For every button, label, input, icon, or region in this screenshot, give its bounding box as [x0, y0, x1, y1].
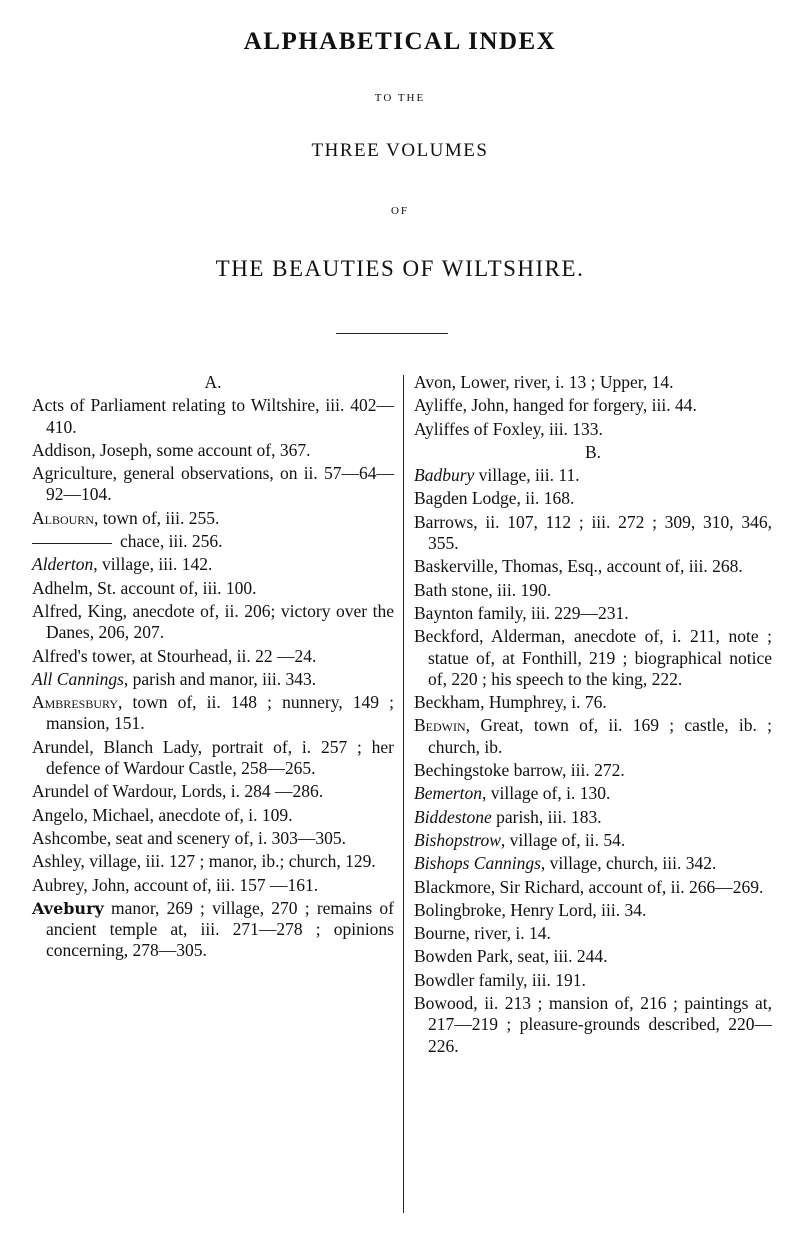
entry-text: manor, 269 ; village, 270 ; remains of ancient temple at, iii. 271—278 ; opinions concerning, 278—305. [46, 897, 394, 961]
subtitle-of: OF [390, 205, 410, 217]
entry-text: chace, iii. 256. [120, 531, 223, 552]
index-entry [414, 853, 772, 874]
index-entry: Bagden Lodge, ii. 168. [414, 488, 575, 509]
right-column [414, 372, 772, 1059]
index-entry: Bourne, river, i. 14. [414, 923, 551, 944]
index-entry [414, 830, 772, 851]
index-entry: Avon, Lower, river, i. 13 ; Upper, 14. [414, 372, 674, 392]
index-entry: Bowden Park, seat, iii. 244. [414, 946, 608, 967]
entry-name: Bishopstrow [414, 829, 501, 850]
entry-name: Bemerton [414, 783, 483, 804]
entry-text: , parish and manor, iii. 343. [123, 668, 317, 689]
index-entry: Addison, Joseph, some account of, 367. [32, 439, 311, 460]
subtitle-three-volumes: THREE VOLUMES [311, 140, 489, 161]
index-entry [414, 465, 772, 486]
entry-name: Badbury [414, 465, 475, 486]
index-entry: Angelo, Michael, anecdote of, i. 109. [32, 804, 293, 825]
index-entry: Baskerville, Thomas, Esq., account of, iii. 268. [414, 556, 743, 577]
book-title: THE BEAUTIES OF WILTSHIRE. [215, 256, 585, 281]
index-entry: Barrows, ii. 107, 112 ; iii. 272 ; 309, 310, 346, 355. [414, 511, 772, 554]
index-entry [32, 531, 394, 552]
section-letter-b: B. [584, 441, 602, 462]
index-title: ALPHABETICAL INDEX [243, 28, 557, 55]
entry-name: Biddestone [414, 806, 492, 827]
entry-text: , village of, i. 130. [482, 783, 611, 804]
index-entry: Ayliffe, John, hanged for forgery, iii. 44. [414, 395, 697, 416]
index-entry: Bowood, ii. 213 ; mansion of, 216 ; paintings at, 217—219 ; pleasure-grounds described, 220—226. [414, 993, 772, 1056]
index-entry: Acts of Parliament relating to Wiltshire, iii. 402—410. [32, 395, 394, 437]
entry-text: village, iii. 11. [474, 465, 580, 486]
index-entry: Aubrey, John, account of, iii. 157 —161. [32, 874, 319, 895]
left-column [32, 372, 394, 964]
index-entry: Agriculture, general observations, on ii. 57—64—92—104. [32, 463, 394, 505]
column-divider [403, 375, 404, 1213]
entry-name: Albourn [32, 507, 94, 528]
index-entry: Bowdler family, iii. 191. [414, 969, 586, 990]
entry-name: Ambresbury [32, 692, 118, 713]
entry-text: , town of, iii. 255. [93, 507, 220, 528]
index-entry: Bath stone, iii. 190. [414, 579, 552, 600]
index-entry: Adhelm, St. account of, iii. 100. [32, 577, 257, 598]
index-entry: Bolingbroke, Henry Lord, iii. 34. [414, 899, 647, 920]
entry-name: Bedwin [414, 715, 466, 736]
entry-name: Alderton [32, 554, 94, 575]
entry-name: All Cannings [32, 668, 124, 689]
index-entry [414, 715, 772, 758]
index-entry [32, 898, 394, 962]
index-entry: Arundel of Wardour, Lords, i. 284 —286. [32, 781, 324, 802]
index-entry [32, 669, 394, 690]
index-entry: Alfred, King, anecdote of, ii. 206; victory over the Danes, 206, 207. [32, 600, 394, 643]
subtitle-to-the: TO THE [374, 92, 426, 104]
index-entry [414, 783, 772, 804]
entry-text: , village, church, iii. 342. [540, 853, 717, 874]
index-entry: Blackmore, Sir Richard, account of, ii. 266—269. [414, 876, 764, 897]
entry-text: parish, iii. 183. [491, 806, 602, 827]
entry-name: Bishops Cannings [414, 853, 541, 874]
entry-text: , village of, ii. 54. [500, 829, 626, 850]
index-entry [414, 807, 772, 828]
index-entry: Beckford, Alderman, anecdote of, i. 211, note ; statue of, at Fonthill, 219 ; biographical notice of, 220 ; his speech to the king, 222. [414, 626, 772, 689]
entry-text: , village, iii. 142. [93, 554, 213, 575]
title-rule [336, 333, 448, 334]
entry-text: , Great, town of, ii. 169 ; castle, ib. ; church, ib. [428, 715, 772, 757]
index-entry [32, 692, 394, 735]
index-entry: Ashcombe, seat and scenery of, i. 303—305. [32, 827, 346, 848]
entry-text: , town of, ii. 148 ; nunnery, 149 ; mansion, 151. [46, 692, 394, 734]
entry-name: Avebury [32, 898, 104, 918]
index-entry: Ashley, village, iii. 127 ; manor, ib.; church, 129. [32, 851, 376, 872]
index-entry: Arundel, Blanch Lady, portrait of, i. 257 ; her defence of Wardour Castle, 258—265. [32, 736, 394, 779]
index-entry [32, 554, 394, 575]
index-entry [32, 508, 394, 529]
ditto-dash [32, 543, 112, 544]
index-entry: Bechingstoke barrow, iii. 272. [414, 760, 625, 781]
index-entry: Alfred's tower, at Stourhead, ii. 22 —24. [32, 645, 317, 666]
index-entry: Beckham, Humphrey, i. 76. [414, 692, 607, 713]
index-entry: Ayliffes of Foxley, iii. 133. [414, 418, 603, 439]
section-letter-a: A. [204, 372, 222, 392]
index-entry: Baynton family, iii. 229—231. [414, 602, 629, 623]
